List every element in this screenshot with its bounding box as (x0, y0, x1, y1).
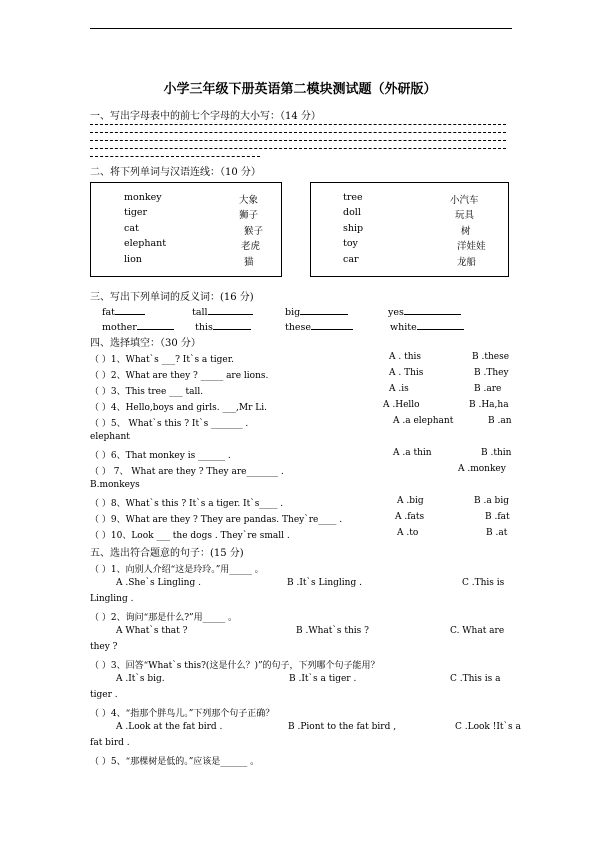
antonym-word: white (390, 322, 417, 333)
answer-line (90, 148, 506, 149)
question-text: （ ）1、向别人介绍“这是玲玲。”用_____ 。 (90, 565, 264, 575)
question-text: （ ）3、This tree ___ tall. (90, 387, 204, 397)
match-word: ship (343, 223, 364, 234)
option-b[interactable]: B .an (488, 416, 512, 426)
question-text: （ ）2、What are they ? _____ are lions. (90, 371, 269, 381)
antonym-word: fat (102, 307, 115, 318)
question-text: （ ） 7、 What are they ? They are_______ . (90, 467, 284, 477)
question-continuation: they ? (90, 642, 118, 652)
match-word: tiger (124, 207, 148, 218)
antonym-word: these (285, 322, 312, 333)
match-word: elephant (124, 238, 167, 249)
section-4-heading: 四、选择填空：（30 分） (90, 338, 201, 349)
question-text: （ ）4、“指那个胖鸟儿。”下列那个句子正确？ (90, 709, 275, 719)
question-text: （ ）5、“那棵树是低的。”应该是______ 。 (90, 757, 260, 767)
section-5-heading: 五、选出符合题意的句子：(15 分) (90, 548, 244, 559)
option-a[interactable]: A What`s that ? (116, 626, 188, 636)
top-rule (90, 28, 512, 29)
antonym-blank[interactable] (311, 320, 353, 330)
option-a[interactable]: A .Look at the fat bird . (116, 722, 223, 732)
section-3-heading: 三、写出下列单词的反义词：(16 分) (90, 292, 254, 303)
question-continuation: elephant (90, 432, 130, 442)
match-chinese: 猴子 (244, 226, 264, 237)
antonym-item (285, 305, 348, 318)
antonym-blank[interactable] (115, 305, 145, 315)
match-chinese: 老虎 (241, 241, 261, 252)
match-word: doll (343, 207, 361, 218)
option-c[interactable]: C .Look !It`s a (455, 722, 521, 732)
antonym-word: this (195, 322, 213, 333)
answer-line (90, 124, 506, 125)
option-a[interactable]: A .monkey (458, 464, 506, 474)
antonym-item (388, 305, 461, 318)
match-chinese: 小汽车 (450, 195, 479, 206)
question-continuation: fat bird . (90, 738, 130, 748)
antonym-word: yes (388, 307, 404, 318)
match-word: toy (343, 238, 358, 249)
question-text: （ ）10、Look ___ the dogs . They`re small . (90, 531, 290, 541)
question-text: （ ）2、询问“那是什么?”用_____ 。 (90, 613, 237, 623)
match-chinese: 树 (461, 226, 471, 237)
option-a[interactable]: A .fats (395, 512, 425, 522)
question-text: （ ）5、 What`s this ? It`s _______ . (90, 419, 249, 429)
match-word: lion (124, 254, 142, 265)
section-1-heading: 一、写出字母表中的前七个字母的大小写：（14 分） (90, 111, 321, 122)
match-chinese: 玩具 (455, 210, 475, 221)
antonym-item (102, 305, 145, 318)
option-b[interactable]: B .these (472, 352, 510, 362)
antonym-blank[interactable] (404, 305, 461, 315)
match-chinese: 洋娃娃 (457, 241, 486, 252)
option-a[interactable]: A . This (389, 368, 424, 378)
option-c[interactable]: C .This is (462, 578, 505, 588)
answer-line (90, 132, 506, 133)
option-b[interactable]: B .It`s Lingling . (287, 578, 362, 588)
question-continuation: tiger . (90, 690, 118, 700)
match-word: car (343, 254, 359, 265)
option-b[interactable]: B .What`s this ? (296, 626, 369, 636)
antonym-blank[interactable] (137, 320, 174, 330)
option-b[interactable]: B .Ha,ha (469, 400, 509, 410)
matching-box-right (310, 182, 509, 277)
question-text: （ ）8、What`s this ? It`s a tiger. It`s____ . (90, 499, 284, 509)
match-word: tree (343, 192, 363, 203)
option-b[interactable]: B .are (474, 384, 502, 394)
option-b[interactable]: B .thin (481, 448, 512, 458)
answer-line (90, 140, 506, 141)
option-a[interactable]: A .to (397, 528, 419, 538)
antonym-item (195, 320, 251, 333)
option-a[interactable]: A .a thin (393, 448, 432, 458)
option-b[interactable]: B .at (486, 528, 508, 538)
question-text: （ ）4、Hello,boys and girls. ___,Mr Li. (90, 403, 267, 413)
option-b[interactable]: B .a big (474, 496, 509, 506)
option-b[interactable]: B .They (474, 368, 509, 378)
match-chinese: 狮子 (239, 210, 259, 221)
option-c[interactable]: C .This is a (450, 674, 501, 684)
match-chinese: 龙船 (457, 257, 477, 268)
match-word: monkey (124, 192, 162, 203)
question-text: （ ）1、What`s ___? It`s a tiger. (90, 355, 234, 365)
matching-box-left (90, 182, 282, 277)
option-a[interactable]: A . this (389, 352, 421, 362)
option-a[interactable]: A .She`s Lingling . (116, 578, 201, 588)
match-chinese: 猫 (244, 257, 254, 268)
option-b[interactable]: B .It`s a tiger . (289, 674, 357, 684)
option-b[interactable]: B.monkeys (90, 480, 140, 490)
antonym-blank[interactable] (300, 305, 348, 315)
option-a[interactable]: A .is (389, 384, 409, 394)
antonym-item (102, 320, 174, 333)
option-a[interactable]: A .a elephant (393, 416, 454, 426)
question-text: （ ）6、That monkey is ______ . (90, 451, 231, 461)
antonym-blank[interactable] (213, 320, 251, 330)
question-text: （ ）9、What are they ? They are pandas. They`re____ . (90, 515, 343, 525)
option-a[interactable]: A .Hello (383, 400, 420, 410)
option-b[interactable]: B .Piont to the fat bird , (288, 722, 397, 732)
answer-line (90, 156, 260, 157)
antonym-item (285, 320, 353, 333)
antonym-blank[interactable] (208, 305, 253, 315)
match-chinese: 大象 (239, 195, 259, 206)
antonym-blank[interactable] (417, 320, 464, 330)
question-text: （ ）3、回答“What`s this?(这是什么？)”的句子，下列哪个句子能用？ (90, 661, 380, 671)
option-a[interactable]: A .It`s big. (116, 674, 165, 684)
antonym-word: big (285, 307, 301, 318)
section-2-heading: 二、将下列单词与汉语连线：（10 分） (90, 167, 261, 178)
antonym-word: mother (102, 322, 137, 333)
page-title: 小学三年级下册英语第二模块测试题（外研版） (163, 82, 437, 97)
option-a[interactable]: A .big (397, 496, 424, 506)
option-b[interactable]: B .fat (485, 512, 510, 522)
antonym-item (390, 320, 464, 333)
antonym-word: tall (192, 307, 208, 318)
question-continuation: Lingling . (90, 594, 134, 604)
antonym-item (192, 305, 253, 318)
match-word: cat (124, 223, 139, 234)
option-c[interactable]: C. What are (450, 626, 505, 636)
